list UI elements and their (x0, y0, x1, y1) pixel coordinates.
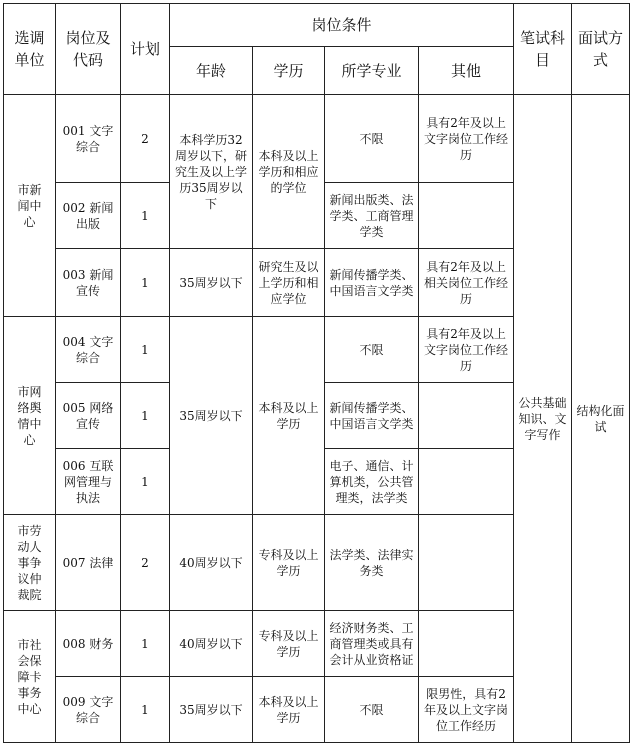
position-cell: 007 法律 (56, 515, 121, 611)
age-cell: 35周岁以下 (170, 677, 253, 743)
unit-social-card: 市社会保障卡事务中心 (4, 611, 56, 743)
major-cell: 法学类、法律实务类 (325, 515, 419, 611)
written-exam-cell: 公共基础知识、文字写作 (514, 95, 572, 743)
major-cell: 电子、通信、计算机类，公共管理类，法学类 (325, 449, 419, 515)
education-cell: 专科及以上学历 (253, 515, 325, 611)
plan-cell: 2 (121, 515, 170, 611)
age-cell: 本科学历32周岁以下，研究生及以上学历35周岁以下 (170, 95, 253, 249)
position-cell: 006 互联网管理与执法 (56, 449, 121, 515)
plan-cell: 1 (121, 611, 170, 677)
education-cell: 本科及以上学历和相应的学位 (253, 95, 325, 249)
other-cell (419, 183, 514, 249)
major-cell: 不限 (325, 317, 419, 383)
plan-cell: 1 (121, 449, 170, 515)
other-cell (419, 611, 514, 677)
plan-cell: 1 (121, 677, 170, 743)
header-position-code: 岗位及代码 (56, 4, 121, 95)
other-cell (419, 515, 514, 611)
header-other: 其他 (419, 47, 514, 95)
major-cell: 新闻传播学类、中国语言文学类 (325, 383, 419, 449)
age-cell: 35周岁以下 (170, 249, 253, 317)
header-age: 年龄 (170, 47, 253, 95)
age-cell: 35周岁以下 (170, 317, 253, 515)
unit-internet-center: 市网络舆情中心 (4, 317, 56, 515)
header-unit: 选调单位 (4, 4, 56, 95)
plan-cell: 1 (121, 317, 170, 383)
other-cell (419, 449, 514, 515)
education-cell: 专科及以上学历 (253, 611, 325, 677)
plan-cell: 1 (121, 383, 170, 449)
header-plan: 计划 (121, 4, 170, 95)
unit-news-center: 市新闻中心 (4, 95, 56, 317)
header-interview: 面试方式 (572, 4, 630, 95)
header-conditions: 岗位条件 (170, 4, 514, 47)
age-cell: 40周岁以下 (170, 515, 253, 611)
education-cell: 本科及以上学历 (253, 317, 325, 515)
major-cell: 不限 (325, 95, 419, 183)
major-cell: 新闻传播学类、中国语言文学类 (325, 249, 419, 317)
age-cell: 40周岁以下 (170, 611, 253, 677)
other-cell: 具有2年及以上相关岗位工作经历 (419, 249, 514, 317)
position-cell: 003 新闻宣传 (56, 249, 121, 317)
position-cell: 004 文字综合 (56, 317, 121, 383)
header-major: 所学专业 (325, 47, 419, 95)
unit-labor-court: 市劳动人事争议仲裁院 (4, 515, 56, 611)
header-written-exam: 笔试科目 (514, 4, 572, 95)
other-cell: 具有2年及以上文字岗位工作经历 (419, 317, 514, 383)
major-cell: 不限 (325, 677, 419, 743)
table-row (4, 95, 630, 183)
plan-cell: 1 (121, 183, 170, 249)
position-cell: 002 新闻出版 (56, 183, 121, 249)
education-cell: 本科及以上学历 (253, 677, 325, 743)
interview-cell: 结构化面试 (572, 95, 630, 743)
other-cell: 具有2年及以上文字岗位工作经历 (419, 95, 514, 183)
recruitment-table (3, 3, 630, 743)
plan-cell: 1 (121, 249, 170, 317)
other-cell: 限男性，具有2年及以上文字岗位工作经历 (419, 677, 514, 743)
major-cell: 经济财务类、工商管理类或具有会计从业资格证 (325, 611, 419, 677)
other-cell (419, 383, 514, 449)
major-cell: 新闻出版类、法学类、工商管理学类 (325, 183, 419, 249)
education-cell: 研究生及以上学历和相应学位 (253, 249, 325, 317)
header-education: 学历 (253, 47, 325, 95)
position-cell: 001 文字综合 (56, 95, 121, 183)
plan-cell: 2 (121, 95, 170, 183)
position-cell: 005 网络宣传 (56, 383, 121, 449)
position-cell: 009 文字综合 (56, 677, 121, 743)
position-cell: 008 财务 (56, 611, 121, 677)
